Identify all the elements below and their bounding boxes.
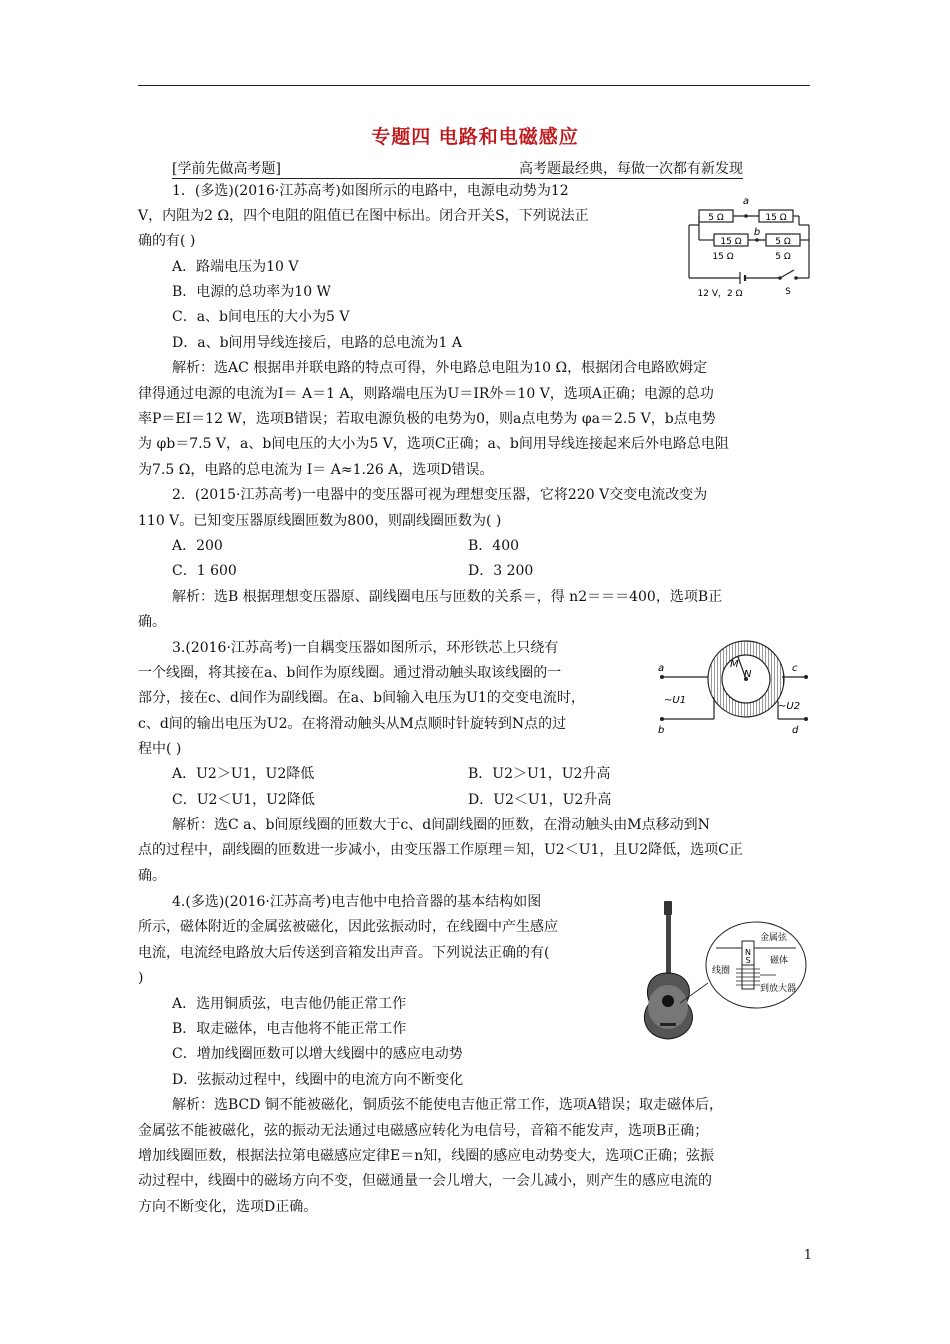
q4-line-3: 电流，电流经电路放大后传送到音箱发出声音。下列说法正确的有( bbox=[138, 945, 550, 961]
q2-line-1: 2．(2015·江苏高考)一电器中的变压器可视为理想变压器，它将220 V交变电流改变为 bbox=[172, 487, 708, 503]
q1-line-3: 确的有( ) bbox=[138, 233, 196, 249]
q3-terminal-c: c bbox=[792, 663, 798, 674]
q4-analysis-5: 方向不断变化，选项D正确。 bbox=[138, 1199, 318, 1215]
q3-line-1: 3.(2016·江苏高考)一自耦变压器如图所示，环形铁芯上只绕有 bbox=[172, 640, 559, 656]
q4-coil-label: 线圈 bbox=[712, 966, 731, 976]
q3-terminal-d: d bbox=[792, 725, 799, 736]
q3-point-m: M bbox=[730, 659, 739, 670]
q4-amp-label: 到放大器 bbox=[760, 984, 797, 994]
q1-option-d: D．a、b间用导线连接后，电路的总电流为1 A bbox=[172, 335, 462, 351]
q1-node-a: a bbox=[742, 196, 750, 207]
q4-magnet-label: 磁体 bbox=[770, 956, 789, 966]
q3-analysis-3: 确。 bbox=[138, 868, 166, 884]
q3-line-4: c、d间的输出电压为U2。在将滑动触头从M点顺时针旋转到N点的过 bbox=[138, 716, 567, 732]
top-rule bbox=[138, 85, 810, 86]
q4-option-a: A．选用铜质弦，电吉他仍能正常工作 bbox=[172, 996, 407, 1012]
q1-line-2: V，内阻为2 Ω，四个电阻的阻值已在图中标出。闭合开关S，下列说法正 bbox=[138, 208, 589, 224]
q2-analysis-1: 解析：选B 根据理想变压器原、副线圈电压与匝数的关系＝，得 n2＝＝＝400，选项B正 bbox=[172, 589, 723, 605]
q3-analysis-1: 解析：选C a、b间原线圈的匝数大于c、d间副线圈的匝数，在滑动触头由M点移动到N bbox=[172, 817, 710, 833]
q1-option-c: C．a、b间电压的大小为5 V bbox=[172, 309, 350, 325]
q1-analysis-4: 为 φb＝7.5 V，a、b间电压的大小为5 V，选项C正确；a、b间用导线连接起来后外电路总电阻 bbox=[138, 436, 729, 452]
q4-option-c: C．增加线圈匝数可以增大线圈中的感应电动势 bbox=[172, 1046, 463, 1062]
q1-r1-label: 5 Ω bbox=[708, 213, 724, 223]
q4-analysis-1: 解析：选BCD 铜不能被磁化，铜质弦不能使电吉他正常工作，选项A错误；取走磁体后， bbox=[172, 1097, 724, 1113]
q1-option-b: B．电源的总功率为10 W bbox=[172, 284, 331, 300]
q4-line-4: ) bbox=[138, 970, 144, 986]
q4-analysis-3: 增加线圈匝数，根据法拉第电磁感应定律E＝n知，线圈的感应电动势变大，选项C正确；弦振 bbox=[138, 1148, 714, 1164]
q1-r2-label: 15 Ω bbox=[765, 213, 787, 223]
q1-analysis-2: 律得通过电源的电流为I＝ A＝1 A，则路端电压为U＝IR外＝10 V，选项A正确；电源的总功 bbox=[138, 386, 714, 402]
q2-option-a: A．200 bbox=[172, 538, 223, 554]
q3-option-d: D．U2＜U1，U2升高 bbox=[468, 792, 612, 808]
section-header bbox=[172, 156, 743, 179]
q1-r3-label: 15 Ω bbox=[720, 237, 742, 247]
q3-option-c: C．U2＜U1，U2降低 bbox=[172, 792, 315, 808]
q4-line-2: 所示，磁体附近的金属弦被磁化，因此弦振动时，在线圈中产生感应 bbox=[138, 919, 558, 935]
q4-analysis-2: 金属弦不能被磁化，弦的振动无法通过电磁感应转化为电信号，音箱不能发声，选项B正确； bbox=[138, 1123, 709, 1139]
q3-option-b: B．U2＞U1，U2升高 bbox=[468, 766, 611, 782]
q1-node-b: b bbox=[753, 227, 761, 238]
q3-option-a: A．U2＞U1，U2降低 bbox=[172, 766, 315, 782]
q1-r3-value: 15 Ω bbox=[712, 252, 734, 262]
q1-analysis-5: 为7.5 Ω，电路的总电流为 I＝ A≈1.26 A，选项D错误。 bbox=[138, 462, 494, 478]
q4-pole-s: S bbox=[745, 956, 751, 965]
q3-terminal-a: a bbox=[658, 663, 665, 674]
q3-transformer-diagram bbox=[654, 637, 814, 737]
q2-option-d: D．3 200 bbox=[468, 563, 534, 579]
q3-u2-label: ~U2 bbox=[778, 701, 801, 712]
q3-terminal-b: b bbox=[658, 725, 665, 736]
q4-pole-n: N bbox=[745, 948, 751, 957]
q3-line-2: 一个线圈，将其接在a、b间作为原线圈。通过滑动触头取该线圈的一 bbox=[138, 665, 562, 681]
guitar-image bbox=[644, 901, 692, 1039]
q4-option-d: D．弦振动过程中，线圈中的电流方向不断变化 bbox=[172, 1072, 464, 1088]
q3-line-5: 程中( ) bbox=[138, 741, 182, 757]
q1-option-a: A．路端电压为10 V bbox=[172, 259, 299, 275]
q2-option-b: B．400 bbox=[468, 538, 520, 554]
q4-option-b: B．取走磁体，电吉他将不能正常工作 bbox=[172, 1021, 407, 1037]
q1-source-label: 12 V，2 Ω bbox=[697, 289, 743, 299]
q2-option-c: C．1 600 bbox=[172, 563, 237, 579]
q4-guitar-pickup-diagram bbox=[636, 895, 816, 1045]
page-number: 1 bbox=[803, 1248, 812, 1263]
q2-analysis-2: 确。 bbox=[138, 614, 166, 630]
q4-analysis-4: 动过程中，线圈中的磁场方向不变，但磁通量一会儿增大，一会儿减小，则产生的感应电流的 bbox=[138, 1173, 712, 1189]
q4-line-1: 4.(多选)(2016·江苏高考)电吉他中电拾音器的基本结构如图 bbox=[172, 894, 542, 910]
q1-r4-label: 5 Ω bbox=[775, 237, 791, 247]
q1-circuit-diagram bbox=[684, 190, 814, 300]
q1-analysis-3: 率P＝EI＝12 W，选项B错误；若取电源负极的电势为0，则a点电势为 φa＝2.5 V，b点电势 bbox=[138, 411, 716, 427]
q3-u1-label: ~U1 bbox=[664, 695, 687, 706]
q1-switch-label: S bbox=[785, 287, 791, 297]
q2-line-2: 110 V。已知变压器原线圈匝数为800，则副线圈匝数为( ) bbox=[138, 513, 502, 529]
q1-analysis-1: 解析：选AC 根据串并联电路的特点可得，外电路总电阻为10 Ω，根据闭合电路欧姆定 bbox=[172, 360, 708, 376]
q1-line-1: 1．(多选)(2016·江苏高考)如图所示的电路中，电源电动势为12 bbox=[172, 183, 569, 199]
q3-point-n: N bbox=[744, 669, 752, 680]
q3-analysis-2: 点的过程中，副线圈的匝数进一步减小，由变压器工作原理＝知，U2＜U1，且U2降低，选项C正 bbox=[138, 842, 743, 858]
q4-string-label: 金属弦 bbox=[760, 933, 788, 943]
q1-r4-value: 5 Ω bbox=[775, 252, 791, 262]
q3-line-3: 部分，接在c、d间作为副线圈。在a、b间输入电压为U1的交变电流时， bbox=[138, 690, 585, 706]
page-title: 专题四 电路和电磁感应 bbox=[371, 126, 579, 148]
section-slogan: 高考题最经典，每做一次都有新发现 bbox=[519, 161, 743, 177]
section-label: [学前先做高考题] bbox=[172, 161, 281, 177]
